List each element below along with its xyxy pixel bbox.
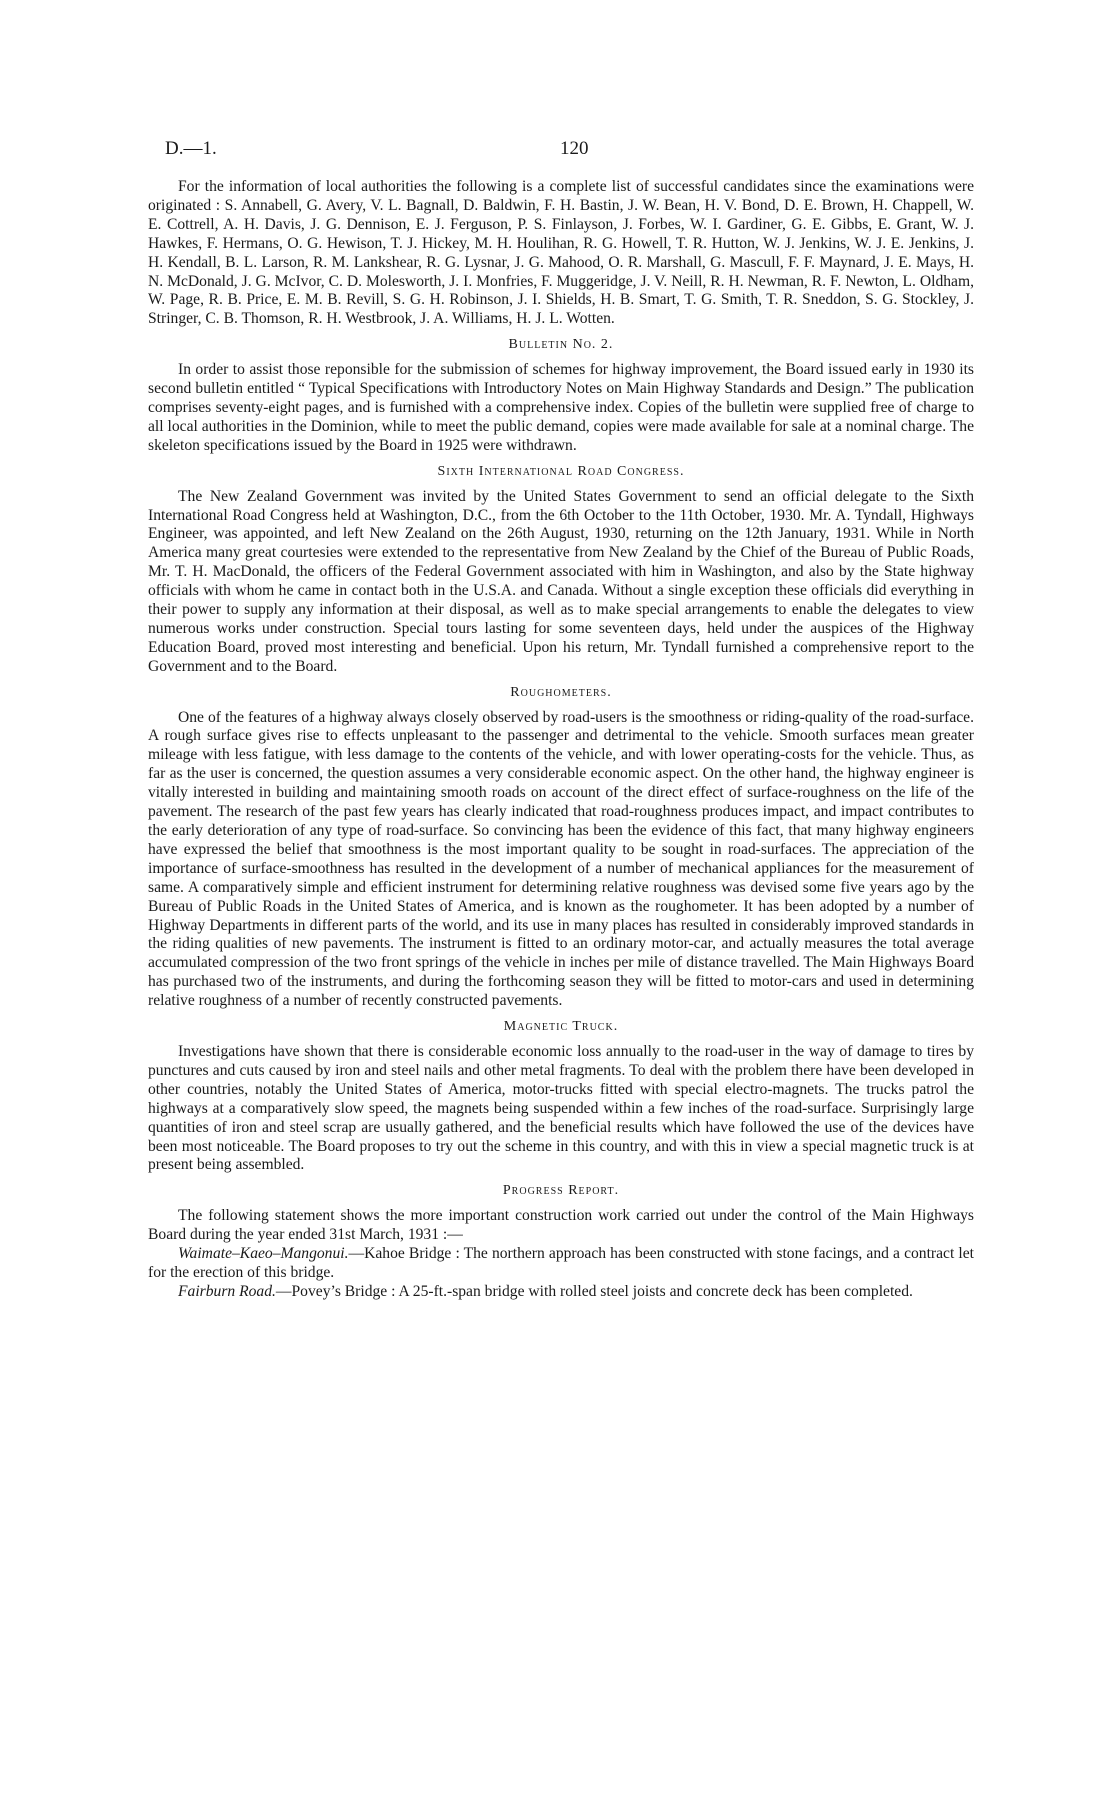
heading-magnetic-truck: Magnetic Truck. (503, 1019, 619, 1035)
waimate-paragraph (148, 1245, 974, 1283)
bulletin-paragraph: In order to assist those reponsible for the submission of schemes for highway improvement, the Board issued early in 1930 its second bulletin entitled “ Typical Specifications with Introductory Notes on Main Highway Standards and Design.” The publication comprises seventy-eight pages, and is furnished with a comprehensive index. Copies of the bulletin were supplied free of charge to all local authorities in the Dominion, while to meet the public demand, copies were made available for sale at a nominal charge. The skeleton specifications issued by the Board in 1925 were withdrawn. (148, 361, 974, 454)
document-reference: D.—1. (165, 138, 217, 159)
document-body (148, 178, 974, 1302)
heading-progress-report: Progress Report. (502, 1183, 620, 1199)
heading-road-congress: Sixth International Road Congress. (437, 463, 685, 479)
page-header (165, 138, 985, 162)
candidates-paragraph: For the information of local authorities the following is a complete list of successful candidates since the examinations were originated : S. Annabell, G. Avery, V. L. Bagnall, D. Baldwin, F. H. Bastin, J. W. Bean, H. V. Bond, D. E. Brown, H. Chappell, W. E. Cottrell, A. H. Davis, J. G. Dennison, E. J. Ferguson, P. S. Finlayson, J. Forbes, W. I. Gardiner, G. E. Gibbs, E. Grant, W. J. Hawkes, F. Hermans, O. G. Hewison, T. J. Hickey, M. H. Houlihan, R. G. Howell, T. R. Hutton, W. J. Jenkins, W. J. E. Jenkins, J. H. Kendall, B. L. Larson, R. M. Lankshear, R. G. Lysnar, J. G. Mahood, O. R. Marshall, G. Mascull, F. F. Maynard, J. E. Mays, H. N. McDonald, J. G. McIvor, C. D. Molesworth, J. I. Monfries, F. Muggeridge, J. V. Neill, R. H. Newman, R. F. Newton, L. Oldham, W. Page, R. B. Price, E. M. B. Revill, S. G. H. Robinson, J. I. Shields, H. B. Smart, T. G. Smith, T. R. Sneddon, S. G. Stockley, J. Stringer, C. B. Thomson, R. H. Westbrook, J. A. Williams, H. J. L. Wotten. (148, 178, 974, 328)
page-number: 120 (560, 138, 589, 159)
fairburn-text: —Povey’s Bridge : A 25-ft.-span bridge with rolled steel joists and concrete deck has been completed. (275, 1282, 913, 1300)
waimate-title: Waimate–Kaeo–Mangonui. (178, 1245, 349, 1263)
magnetic-truck-paragraph: Investigations have shown that there is considerable economic loss annually to the road-user in the way of damage to tires by punctures and cuts caused by iron and steel nails and other metal fragments. To deal with the problem there have been developed in other countries, notably the United States of America, motor-trucks fitted with special electro-magnets. The trucks patrol the highways at a comparatively slow speed, the magnets being suspended within a few inches of the road-surface. Surprisingly large quantities of iron and steel scrap are usually gathered, and the beneficial results which have followed the use of the devices have been most noticeable. The Board proposes to try out the scheme in this country, and with this in view a special magnetic truck is at present being assembled. (148, 1042, 974, 1174)
roughometers-paragraph: One of the features of a highway always closely observed by road-users is the smoothness or riding-quality of the road-surface. A rough surface gives rise to effects unpleasant to the passenger and detrimental to the vehicle. Smooth surfaces mean greater mileage with less fatigue, with less damage to the contents of the vehicle, and with lower operating-costs for the vehicle. Thus, as far as the user is concerned, the question assumes a very considerable economic aspect. On the other hand, the highway engineer is vitally interested in building and maintaining smooth roads on account of the direct effect of surface-roughness on the life of the pavement. The research of the past few years has clearly indicated that road-roughness produces impact, and impact contributes to the early deterioration of any type of road-surface. So convincing has been the evidence of this fact, that many highway engineers have expressed the belief that smoothness is the most important quality to be sought in road-surfaces. The appreciation of the importance of surface-smoothness has resulted in the development of a number of mechanical appliances for the measurement of same. A comparatively simple and efficient instrument for determining relative roughness was devised some five years ago by the Bureau of Public Roads in the United States of America, and is known as the roughometer. It has been adopted by a number of Highway Departments in different parts of the world, and its use in many places has resulted in considerably improved standards in the riding qualities of new pavements. The instrument is fitted to an ordinary motor-car, and actually measures the total average accumulated compression of the two front springs of the vehicle in inches per mile of distance travelled. The Main Highways Board has purchased two of the instruments, and during the forthcoming season they will be fitted to motor-cars and used in determining relative roughness of a number of recently constructed pavements. (148, 708, 974, 1010)
road-congress-paragraph: The New Zealand Government was invited by the United States Government to send an official delegate to the Sixth International Road Congress held at Washington, D.C., from the 6th October to the 11th October, 1930. Mr. A. Tyndall, Highways Engineer, was appointed, and left New Zealand on the 26th August, 1930, returning on the 12th January, 1931. While in North America many great courtesies were extended to the representative from New Zealand by the Chief of the Bureau of Public Roads, Mr. T. H. MacDonald, the officers of the Federal Government associated with him in Washington, and also by the State highway officials with whom he came in contact both in the U.S.A. and Canada. Without a single exception these officials did everything in their power to supply any information at their disposal, as well as to make special arrangements to enable the delegates to view numerous works under construction. Special tours lasting for some seventeen days, held under the auspices of the Highway Education Board, proved most interesting and beneficial. Upon his return, Mr. Tyndall furnished a comprehensive report to the Government and to the Board. (148, 487, 974, 675)
heading-roughometers: Roughometers. (510, 684, 612, 700)
waimate-text: —Kahoe Bridge : The northern approach has been constructed with stone facings, and a contract let for the erection of this bridge. (148, 1245, 974, 1281)
heading-bulletin: Bulletin No. 2. (508, 337, 614, 353)
fairburn-paragraph (148, 1283, 974, 1302)
progress-report-paragraph: The following statement shows the more important construction work carried out under the control of the Main Highways Board during the year ended 31st March, 1931 :— (148, 1207, 974, 1244)
fairburn-title: Fairburn Road. (178, 1282, 276, 1300)
